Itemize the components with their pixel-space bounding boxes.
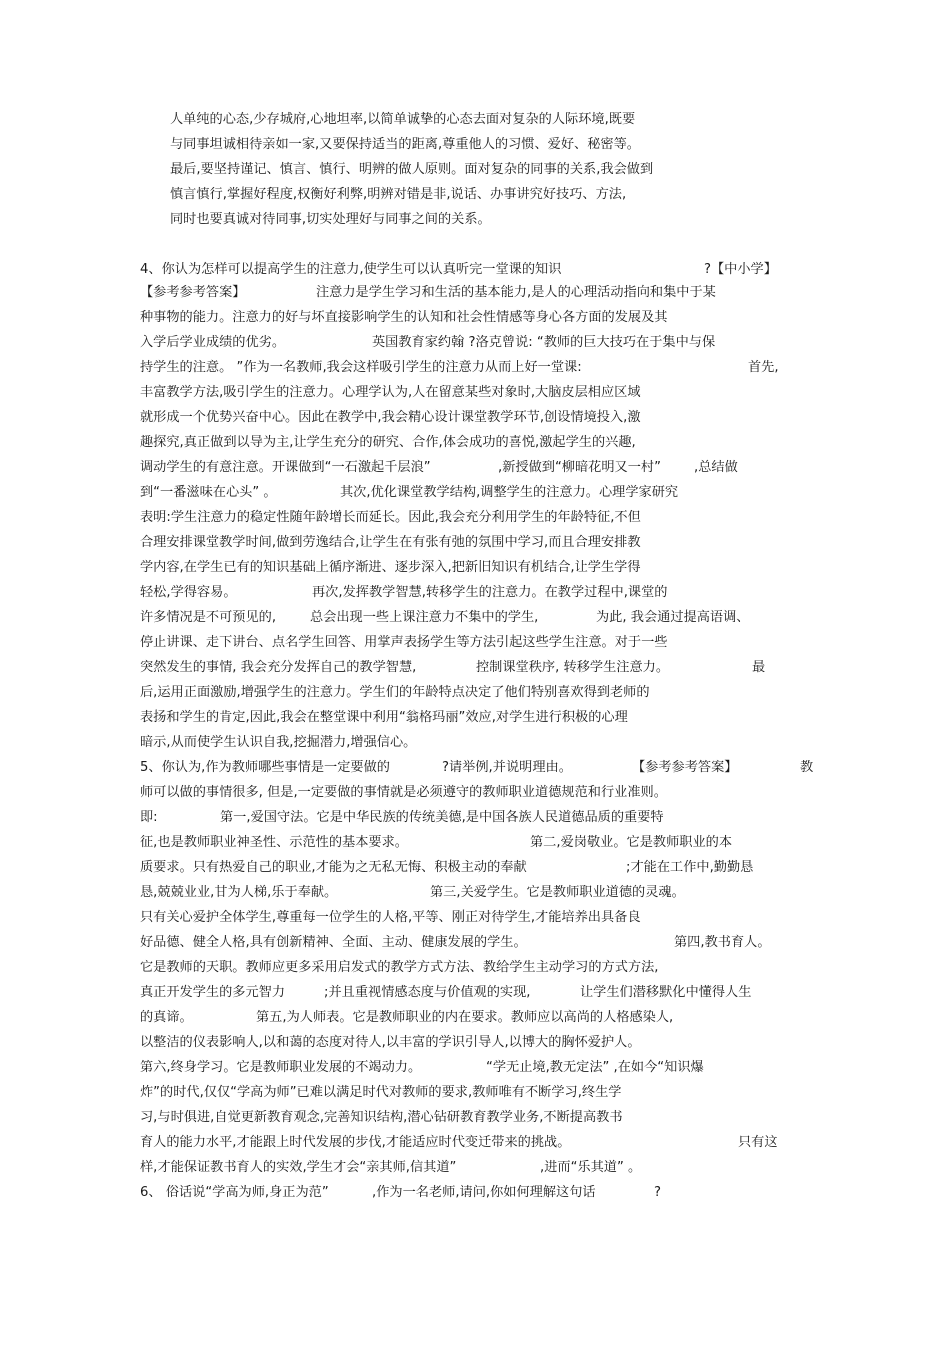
text-segment: 表扬和学生的肯定,因此,我会在整堂课中利用“翁格玛丽”效应,对学生进行积极的心理 bbox=[140, 710, 628, 725]
text-line bbox=[0, 1082, 950, 1104]
text-segment: 许多情况是不可预见的, bbox=[140, 610, 277, 625]
text-segment: 征,也是教师职业神圣性、示范性的基本要求。 bbox=[140, 835, 408, 850]
text-line bbox=[0, 657, 950, 679]
text-segment: ? bbox=[654, 1185, 661, 1200]
text-line bbox=[0, 907, 950, 929]
text-segment: 暗示,从而使学生认识自我,挖掘潜力,增强信心。 bbox=[140, 735, 417, 750]
text-segment: ?【中小学】 bbox=[704, 262, 777, 277]
text-line bbox=[0, 1057, 950, 1079]
text-segment: 突然发生的事情, 我会充分发挥自己的教学智慧, bbox=[140, 660, 417, 675]
text-segment: 习,与时俱进,自觉更新教育观念,完善知识结构,潜心钻研教育教学业务,不断提高教书 bbox=[140, 1110, 623, 1125]
text-segment: ;才能在工作中,勤勤恳 bbox=[626, 860, 754, 875]
text-line bbox=[0, 109, 950, 131]
text-line bbox=[0, 482, 950, 504]
text-segment: 停止讲课、走下讲台、点名学生回答、用掌声表扬学生等方法引起这些学生注意。对于一些 bbox=[140, 635, 668, 650]
text-line bbox=[0, 607, 950, 629]
text-segment: 第四,教书育人。 bbox=[674, 935, 771, 950]
text-segment: 第六,终身学习。它是教师职业发展的不竭动力。 bbox=[140, 1060, 422, 1075]
text-segment: 就形成一个优势兴奋中心。因此在教学中,我会精心设计课堂教学环节,创设情境投入,激 bbox=[140, 410, 641, 425]
text-line bbox=[0, 1107, 950, 1129]
text-line bbox=[0, 857, 950, 879]
text-line bbox=[0, 134, 950, 156]
text-segment: 第二,爱岗敬业。它是教师职业的本 bbox=[530, 835, 733, 850]
text-segment: 趣探究,真正做到以导为主,让学生充分的研究、合作,体会成功的喜悦,激起学生的兴趣, bbox=[140, 435, 636, 450]
text-line bbox=[0, 757, 950, 779]
text-segment: 炸”的时代,仅仅“学高为师”已难以满足时代对教师的要求,教师唯有不断学习,终生学 bbox=[140, 1085, 622, 1100]
text-line bbox=[0, 382, 950, 404]
text-segment: 第五,为人师表。它是教师职业的内在要求。教师应以高尚的人格感染人, bbox=[256, 1010, 674, 1025]
text-segment: 6、 俗话说“学高为师,身正为范” bbox=[140, 1185, 329, 1200]
text-segment: 只有关心爱护全体学生,尊重每一位学生的人格,平等、刚正对待学生,才能培养出具备良 bbox=[140, 910, 641, 925]
text-segment: 样,才能保证教书育人的实效,学生才会“亲其师,信其道” bbox=[140, 1160, 457, 1175]
text-segment: ,进而“乐其道” 。 bbox=[540, 1160, 642, 1175]
text-line bbox=[0, 1182, 950, 1204]
text-line bbox=[0, 532, 950, 554]
text-segment: 真正开发学生的多元智力 bbox=[140, 985, 286, 1000]
text-line bbox=[0, 307, 950, 329]
text-line bbox=[0, 184, 950, 206]
text-segment: 最后,要坚持谨记、慎言、慎行、明辨的做人原则。面对复杂的同事的关系,我会做到 bbox=[170, 162, 654, 177]
text-segment: 入学后学业成绩的优劣。 bbox=[140, 335, 286, 350]
text-segment: 育人的能力水平,才能跟上时代发展的步伐,才能适应时代变迁带来的挑战。 bbox=[140, 1135, 571, 1150]
text-segment: 师可以做的事情很多, 但是,一定要做的事情就是必须遵守的教师职业道德规范和行业准则。 bbox=[140, 785, 667, 800]
text-segment: 最 bbox=[752, 660, 766, 675]
text-segment: 调动学生的有意注意。开课做到“一石激起千层浪” bbox=[140, 460, 431, 475]
text-segment: ,总结做 bbox=[694, 460, 738, 475]
text-segment: ,作为一名老师,请问,你如何理解这句话 bbox=[372, 1185, 596, 1200]
text-segment: 注意力是学生学习和生活的基本能力,是人的心理活动指向和集中于某 bbox=[316, 285, 716, 300]
text-line bbox=[0, 332, 950, 354]
text-line bbox=[0, 982, 950, 1004]
text-segment: 恳,兢兢业业,甘为人梯,乐于奉献。 bbox=[140, 885, 338, 900]
text-line bbox=[0, 209, 950, 231]
text-segment: 其次,优化课堂教学结构,调整学生的注意力。心理学家研究 bbox=[340, 485, 679, 500]
text-segment: 英国教育家约翰 ?洛克曾说: “教师的巨大技巧在于集中与保 bbox=[372, 335, 716, 350]
text-segment: 学内容,在学生已有的知识基础上循序渐进、逐步深入,把新旧知识有机结合,让学生学得 bbox=[140, 560, 641, 575]
text-segment: 种事物的能力。注意力的好与坏直接影响学生的认知和社会性情感等身心各方面的发展及其 bbox=[140, 310, 668, 325]
text-segment: 教 bbox=[800, 760, 814, 775]
text-line bbox=[0, 432, 950, 454]
text-segment: 控制课堂秩序, 转移学生注意力。 bbox=[476, 660, 670, 675]
text-segment: 它是教师的天职。教师应更多采用启发式的教学方式方法、教给学生主动学习的方式方法, bbox=[140, 960, 659, 975]
text-line bbox=[0, 632, 950, 654]
text-line bbox=[0, 1007, 950, 1029]
text-segment: 让学生们潜移默化中懂得人生 bbox=[580, 985, 752, 1000]
text-segment: 到“一番滋味在心头” 。 bbox=[140, 485, 277, 500]
text-segment: 同时也要真诚对待同事,切实处理好与同事之间的关系。 bbox=[170, 212, 491, 227]
text-segment: 持学生的注意。 ”作为一名教师,我会这样吸引学生的注意力从而上好一堂课: bbox=[140, 360, 582, 375]
text-segment: 与同事坦诚相待亲如一家,又要保持适当的距离,尊重他人的习惯、爱好、秘密等。 bbox=[170, 137, 640, 152]
text-segment: 好品德、健全人格,具有创新精神、全面、主动、健康发展的学生。 bbox=[140, 935, 527, 950]
text-segment: 以整洁的仪表影响人,以和蔼的态度对待人,以丰富的学识引导人,以博大的胸怀爱护人。 bbox=[140, 1035, 641, 1050]
text-line bbox=[0, 732, 950, 754]
text-line bbox=[0, 682, 950, 704]
text-segment: 4、你认为怎样可以提高学生的注意力,使学生可以认真听完一堂课的知识 bbox=[140, 262, 562, 277]
text-line bbox=[0, 832, 950, 854]
text-segment: 第一,爱国守法。它是中华民族的传统美德,是中国各族人民道德品质的重要特 bbox=[220, 810, 664, 825]
text-line bbox=[0, 407, 950, 429]
text-line bbox=[0, 557, 950, 579]
text-line bbox=[0, 159, 950, 181]
text-segment: 再次,发挥教学智慧,转移学生的注意力。在教学过程中,课堂的 bbox=[312, 585, 668, 600]
text-line bbox=[0, 259, 950, 281]
text-segment: 【参考参考答案】 bbox=[632, 760, 738, 775]
text-line bbox=[0, 707, 950, 729]
text-segment: 人单纯的心态,少存城府,心地坦率,以简单诚挚的心态去面对复杂的人际环境,既要 bbox=[170, 112, 636, 127]
text-segment: 表明:学生注意力的稳定性随年龄增长而延长。因此,我会充分利用学生的年龄特征,不但 bbox=[140, 510, 641, 525]
text-line bbox=[0, 1157, 950, 1179]
text-segment: ?请举例,并说明理由。 bbox=[442, 760, 572, 775]
text-segment: 慎言慎行,掌握好程度,权衡好利弊,明辨对错是非,说话、办事讲究好技巧、方法, bbox=[170, 187, 627, 202]
text-segment: 即: bbox=[140, 810, 158, 825]
text-segment: 【参考参考答案】 bbox=[140, 285, 246, 300]
text-segment: 为此, 我会通过提高语调、 bbox=[596, 610, 750, 625]
text-line bbox=[0, 882, 950, 904]
text-line bbox=[0, 582, 950, 604]
text-segment: 轻松,学得容易。 bbox=[140, 585, 237, 600]
text-line bbox=[0, 807, 950, 829]
text-line bbox=[0, 1032, 950, 1054]
text-segment: 合理安排课堂教学时间,做到劳逸结合,让学生在有张有弛的氛围中学习,而且合理安排教 bbox=[140, 535, 641, 550]
text-segment: 总会出现一些上课注意力不集中的学生, bbox=[310, 610, 539, 625]
text-segment: ;并且重视情感态度与价值观的实现, bbox=[324, 985, 531, 1000]
text-line bbox=[0, 457, 950, 479]
text-segment: 首先, bbox=[748, 360, 779, 375]
text-segment: “学无止境,教无定法” ,在如今“知识爆 bbox=[486, 1060, 704, 1075]
text-line bbox=[0, 282, 950, 304]
text-line bbox=[0, 782, 950, 804]
text-segment: 质要求。只有热爱自己的职业,才能为之无私无悔、积极主动的奉献 bbox=[140, 860, 527, 875]
text-line bbox=[0, 507, 950, 529]
text-segment: 5、你认为,作为教师哪些事情是一定要做的 bbox=[140, 760, 390, 775]
text-segment: 后,运用正面激励,增强学生的注意力。学生们的年龄特点决定了他们特别喜欢得到老师的 bbox=[140, 685, 650, 700]
text-line bbox=[0, 957, 950, 979]
text-segment: ,新授做到“柳暗花明又一村” bbox=[498, 460, 661, 475]
text-segment: 只有这 bbox=[738, 1135, 778, 1150]
text-segment: 第三,关爱学生。它是教师职业道德的灵魂。 bbox=[430, 885, 685, 900]
text-line bbox=[0, 357, 950, 379]
text-line bbox=[0, 1132, 950, 1154]
text-segment: 丰富教学方法,吸引学生的注意力。心理学认为,人在留意某些对象时,大脑皮层相应区域 bbox=[140, 385, 641, 400]
text-line bbox=[0, 932, 950, 954]
text-segment: 的真谛。 bbox=[140, 1010, 193, 1025]
